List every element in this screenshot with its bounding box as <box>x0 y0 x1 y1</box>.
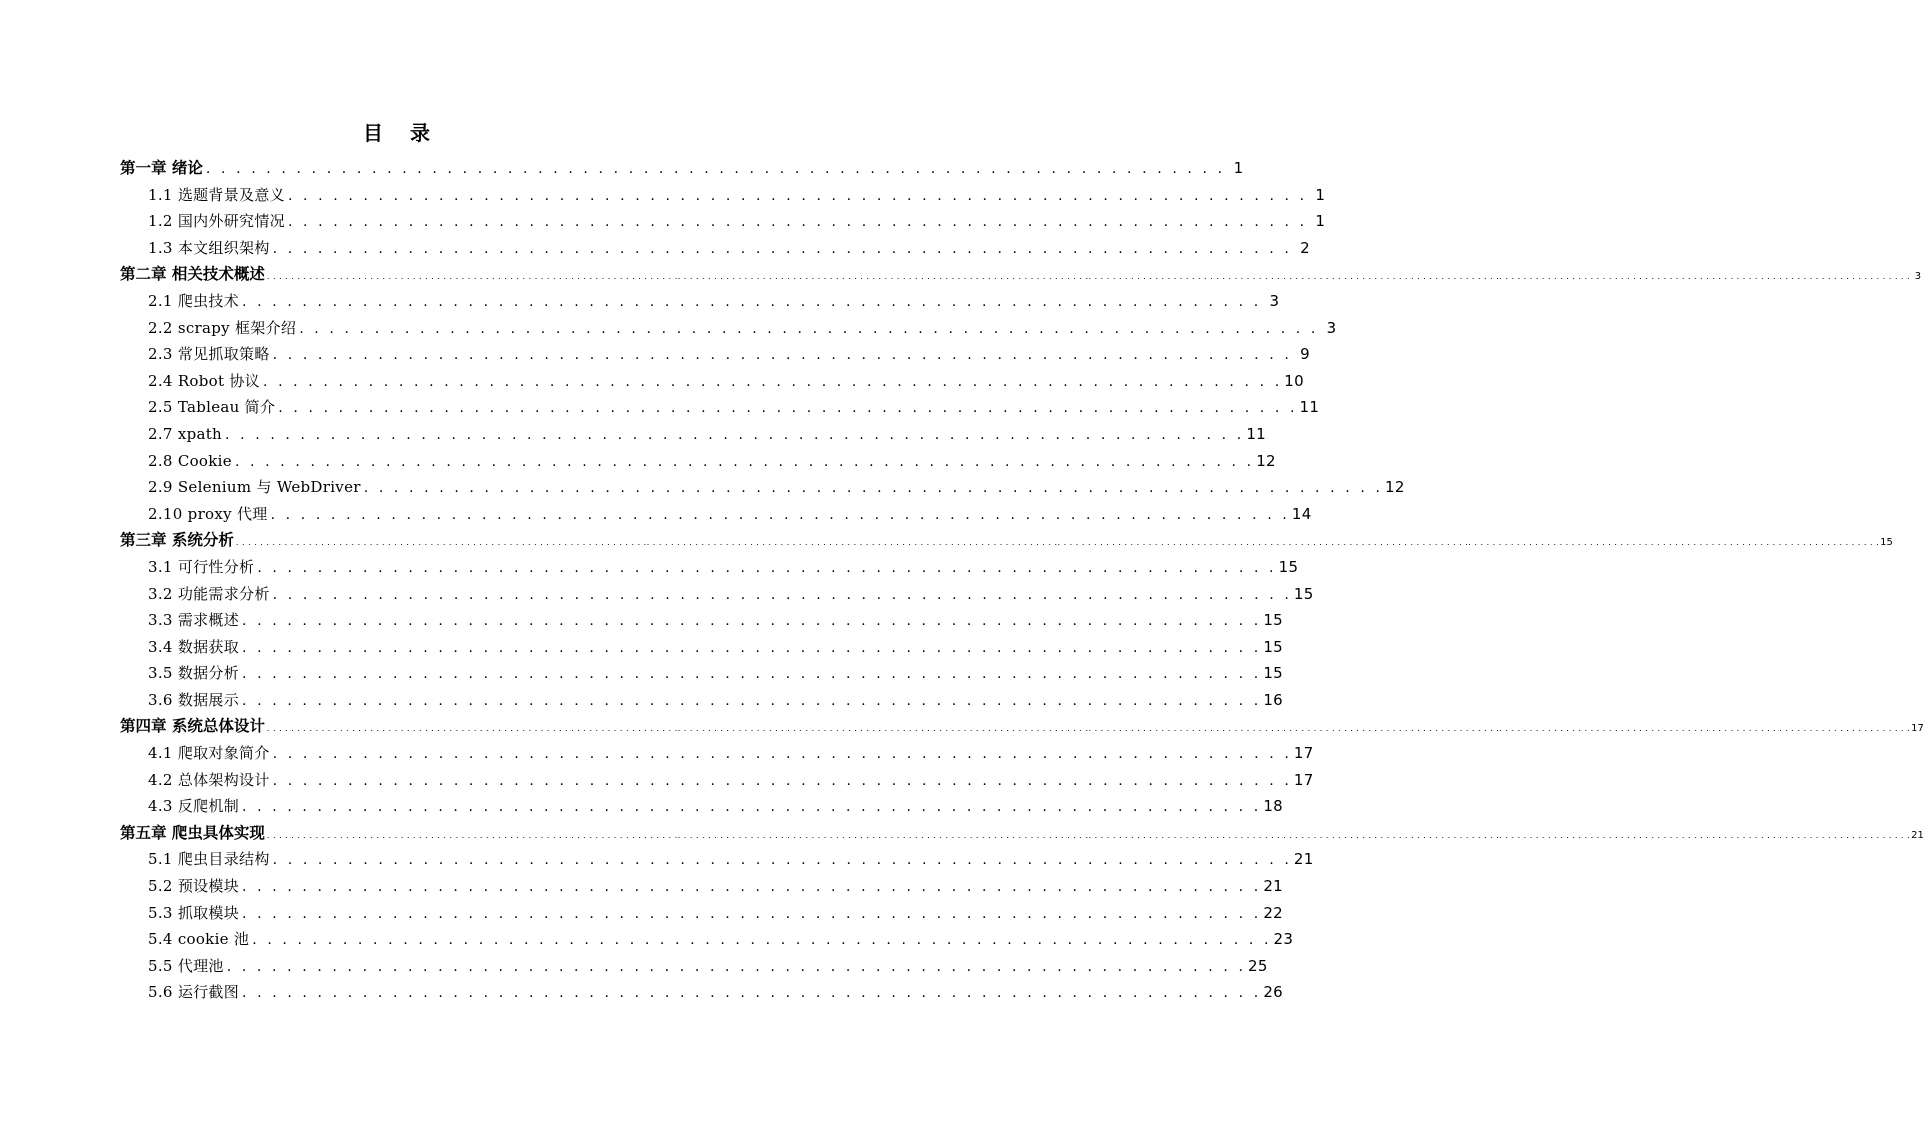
toc-page-number: 22 <box>1263 903 1283 922</box>
toc-entry-label: 3.1 可行性分析 <box>148 557 255 576</box>
toc-page-number: 18 <box>1263 797 1283 816</box>
toc-section-entry[interactable] <box>120 926 1294 953</box>
toc-entry-label: 5.6 运行截图 <box>148 983 240 1002</box>
toc-dot-leader: . . . . . . . . . . . . . . . . . . . . . . . . . . . . . . . . . . . . . . . . . . . . . . . . . . . . . . . . . . . . . . . . . . . . <box>299 320 1319 337</box>
toc-section-entry[interactable] <box>120 448 1276 475</box>
toc-chapter-entry[interactable] <box>120 261 1922 288</box>
toc-entry-label: 5.3 抓取模块 <box>148 903 240 922</box>
toc-dot-leader: . . . . . . . . . . . . . . . . . . . . . . . . . . . . . . . . . . . . . . . . . . . . . . . . . . . . . . . . . . . . . . . . . . . . <box>242 692 1262 709</box>
toc-dot-leader: . . . . . . . . . . . . . . . . . . . . . . . . . . . . . . . . . . . . . . . . . . . . . . . . . . . . . . . . . . . . . . . . . . . .. . . . . . . . . . . . . . . . . . . . . . . . . . . . . . . . . . . . . . . . . . . . . . . . . . . . . . . . . . . . . . . . . . . .. . . . . . . . . . . . . . . . . . . . . . . . . . . . . . . . . . . . . . . . . . . . . . . . . . . . . . . . . . . . . . . . . . . .. . . . . . . . . . . . . . . . . . . . . . . . . . . . . . . . . . . . . . . . . . . . . . . . . . . . . . . . . . . . . . . . . . . . <box>266 724 1911 734</box>
toc-dot-leader: . . . . . . . . . . . . . . . . . . . . . . . . . . . . . . . . . . . . . . . . . . . . . . . . . . . . . . . . . . . . . . . . . . . . <box>272 772 1292 789</box>
toc-dot-leader: . . . . . . . . . . . . . . . . . . . . . . . . . . . . . . . . . . . . . . . . . . . . . . . . . . . . . . . . . . . . . . . . . . . . <box>234 453 1255 470</box>
toc-section-entry[interactable] <box>120 793 1283 820</box>
toc-dot-leader: . . . . . . . . . . . . . . . . . . . . . . . . . . . . . . . . . . . . . . . . . . . . . . . . . . . . . . . . . . . . . . . . . . . . <box>225 426 1245 443</box>
toc-page-number: 2 <box>1300 238 1310 257</box>
toc-dot-leader: . . . . . . . . . . . . . . . . . . . . . . . . . . . . . . . . . . . . . . . . . . . . . . . . . . . . . . . . . . . . . . . . . . . . <box>226 958 1247 975</box>
toc-dot-leader: . . . . . . . . . . . . . . . . . . . . . . . . . . . . . . . . . . . . . . . . . . . . . . . . . . . . . . . . . . . . . . . . . . . . <box>242 985 1262 1002</box>
toc-page-number: 15 <box>1263 611 1283 630</box>
toc-section-entry[interactable] <box>120 315 1337 342</box>
toc-dot-leader: . . . . . . . . . . . . . . . . . . . . . . . . . . . . . . . . . . . . . . . . . . . . . . . . . . . . . . . . . . . . . . . . . . . . <box>272 240 1292 257</box>
toc-entry-label: 5.2 预设模块 <box>148 877 240 896</box>
toc-page-number: 15 <box>1880 537 1893 549</box>
toc-section-entry[interactable] <box>120 474 1405 501</box>
toc-section-entry[interactable] <box>120 501 1312 528</box>
toc-dot-leader: . . . . . . . . . . . . . . . . . . . . . . . . . . . . . . . . . . . . . . . . . . . . . . . . . . . . . . . . . . . . . . . . . . . . <box>270 506 1290 523</box>
toc-section-entry[interactable] <box>120 288 1280 315</box>
toc-page-number: 16 <box>1263 690 1283 709</box>
toc-entry-label: 2.10 proxy 代理 <box>148 504 268 523</box>
toc-entry-label: 第五章 爬虫具体实现 <box>120 823 265 842</box>
toc-dot-leader: . . . . . . . . . . . . . . . . . . . . . . . . . . . . . . . . . . . . . . . . . . . . . . . . . . . . . . . . . . . . . . . . . . . . <box>257 559 1277 576</box>
toc-dot-leader: . . . . . . . . . . . . . . . . . . . . . . . . . . . . . . . . . . . . . . . . . . . . . . . . . . . . . . . . . . . . . . . . . . . . <box>205 161 1226 177</box>
toc-page-number: 23 <box>1273 930 1294 949</box>
toc-section-entry[interactable] <box>120 740 1314 767</box>
toc-page-number: 1 <box>1233 159 1244 177</box>
toc-page-number: 25 <box>1248 956 1268 975</box>
toc-chapter-entry[interactable] <box>120 713 1924 740</box>
toc-entry-label: 第一章 绪论 <box>120 159 203 177</box>
toc-entry-label: 第三章 系统分析 <box>120 531 234 550</box>
toc-section-entry[interactable] <box>120 341 1310 368</box>
toc-dot-leader: . . . . . . . . . . . . . . . . . . . . . . . . . . . . . . . . . . . . . . . . . . . . . . . . . . . . . . . . . . . . . . . . . . . . <box>272 746 1292 763</box>
toc-dot-leader: . . . . . . . . . . . . . . . . . . . . . . . . . . . . . . . . . . . . . . . . . . . . . . . . . . . . . . . . . . . . . . . . . . . . <box>242 799 1262 816</box>
toc-dot-leader: . . . . . . . . . . . . . . . . . . . . . . . . . . . . . . . . . . . . . . . . . . . . . . . . . . . . . . . . . . . . . . . . . . . . <box>242 293 1262 310</box>
toc-entry-label: 5.5 代理池 <box>148 956 224 975</box>
toc-dot-leader: . . . . . . . . . . . . . . . . . . . . . . . . . . . . . . . . . . . . . . . . . . . . . . . . . . . . . . . . . . . . . . . . . . . . <box>242 879 1262 896</box>
toc-chapter-entry[interactable] <box>120 527 1893 554</box>
toc-entry-label: 第二章 相关技术概述 <box>120 265 265 284</box>
toc-section-entry[interactable] <box>120 873 1283 900</box>
toc-entry-label: 2.9 Selenium 与 WebDriver <box>148 478 361 497</box>
toc-dot-leader: . . . . . . . . . . . . . . . . . . . . . . . . . . . . . . . . . . . . . . . . . . . . . . . . . . . . . . . . . . . . . . . . . . . . <box>242 905 1262 922</box>
toc-dot-leader: . . . . . . . . . . . . . . . . . . . . . . . . . . . . . . . . . . . . . . . . . . . . . . . . . . . . . . . . . . . . . . . . . . . . <box>272 852 1292 869</box>
toc-page-number: 15 <box>1278 557 1299 576</box>
toc-page-number: 10 <box>1284 371 1304 390</box>
toc-section-entry[interactable] <box>120 421 1266 448</box>
toc-entry-label: 5.1 爬虫目录结构 <box>148 850 270 869</box>
toc-entry-label: 3.3 需求概述 <box>148 611 240 630</box>
toc-dot-leader: . . . . . . . . . . . . . . . . . . . . . . . . . . . . . . . . . . . . . . . . . . . . . . . . . . . . . . . . . . . . . . . . . . . . <box>272 347 1292 364</box>
toc-entry-label: 5.4 cookie 池 <box>148 930 250 949</box>
toc-chapter-entry[interactable] <box>120 155 1244 182</box>
toc-dot-leader: . . . . . . . . . . . . . . . . . . . . . . . . . . . . . . . . . . . . . . . . . . . . . . . . . . . . . . . . . . . . . . . . . . . . <box>242 613 1262 630</box>
toc-page-number: 15 <box>1263 664 1283 683</box>
toc-section-entry[interactable] <box>120 979 1283 1006</box>
toc-chapter-entry[interactable] <box>120 820 1924 847</box>
toc-entry-label: 2.2 scrapy 框架介绍 <box>148 318 297 337</box>
toc-entry-label: 2.5 Tableau 简介 <box>148 398 276 417</box>
toc-entry-label: 4.2 总体架构设计 <box>148 770 270 789</box>
toc-page-number: 21 <box>1293 850 1314 869</box>
toc-page-number: 15 <box>1293 584 1314 603</box>
toc-section-entry[interactable] <box>120 634 1283 661</box>
toc-section-entry[interactable] <box>120 900 1283 927</box>
toc-entry-label: 2.7 xpath <box>148 424 223 443</box>
toc-section-entry[interactable] <box>120 394 1320 421</box>
toc-dot-leader: . . . . . . . . . . . . . . . . . . . . . . . . . . . . . . . . . . . . . . . . . . . . . . . . . . . . . . . . . . . . . . . . . . . . <box>242 639 1262 656</box>
toc-entry-label: 1.1 选题背景及意义 <box>148 185 285 204</box>
toc-section-entry[interactable] <box>120 767 1314 794</box>
page-title: 目 录 <box>363 121 440 145</box>
toc-entry-label: 2.8 Cookie <box>148 451 232 470</box>
toc-entry-label: 3.5 数据分析 <box>148 664 240 683</box>
toc-page-number: 17 <box>1293 770 1314 789</box>
toc-section-entry[interactable] <box>120 660 1283 687</box>
toc-dot-leader: . . . . . . . . . . . . . . . . . . . . . . . . . . . . . . . . . . . . . . . . . . . . . . . . . . . . . . . . . . . . . . . . . . . .. . . . . . . . . . . . . . . . . . . . . . . . . . . . . . . . . . . . . . . . . . . . . . . . . . . . . . . . . . . . . . . . . . . .. . . . . . . . . . . . . . . . . . . . . . . . . . . . . . . . . . . . . . . . . . . . . . . . . . . . . . . . . . . . . . . . . . . .. . . . . . . . . . . . . . . . . . . . . . . . . . . . . . . . . . . . . . . . . . . . . . . . . . . . . . . . . . . . . . . . . . . . <box>235 538 1880 548</box>
toc-page-number: 12 <box>1385 478 1405 497</box>
toc-page-number: 3 <box>1269 291 1280 310</box>
toc-section-entry[interactable] <box>120 687 1283 714</box>
toc-dot-leader: . . . . . . . . . . . . . . . . . . . . . . . . . . . . . . . . . . . . . . . . . . . . . . . . . . . . . . . . . . . . . . . . . . . . <box>242 666 1262 683</box>
toc-section-entry[interactable] <box>120 554 1299 581</box>
toc-page-number: 26 <box>1263 983 1283 1002</box>
toc-entry-label: 4.3 反爬机制 <box>148 797 240 816</box>
toc-page-number: 1 <box>1315 185 1326 204</box>
toc-entry-label: 3.6 数据展示 <box>148 690 240 709</box>
toc-page-number: 15 <box>1263 637 1283 656</box>
toc-dot-leader: . . . . . . . . . . . . . . . . . . . . . . . . . . . . . . . . . . . . . . . . . . . . . . . . . . . . . . . . . . . . . . . . . . . . <box>287 187 1308 204</box>
toc-dot-leader: . . . . . . . . . . . . . . . . . . . . . . . . . . . . . . . . . . . . . . . . . . . . . . . . . . . . . . . . . . . . . . . . . . . . <box>252 932 1272 949</box>
toc-dot-leader: . . . . . . . . . . . . . . . . . . . . . . . . . . . . . . . . . . . . . . . . . . . . . . . . . . . . . . . . . . . . . . . . . . . . <box>262 373 1283 390</box>
toc-section-entry[interactable] <box>120 953 1268 980</box>
toc-page-number: 21 <box>1263 877 1283 896</box>
toc-entry-label: 1.2 国内外研究情况 <box>148 212 285 231</box>
toc-section-entry[interactable] <box>120 182 1326 209</box>
toc-page-number: 11 <box>1246 424 1266 443</box>
toc-section-entry[interactable] <box>120 368 1304 395</box>
toc-dot-leader: . . . . . . . . . . . . . . . . . . . . . . . . . . . . . . . . . . . . . . . . . . . . . . . . . . . . . . . . . . . . . . . . . . . . <box>278 400 1298 417</box>
toc-page-number: 17 <box>1293 744 1314 763</box>
toc-entry-label: 4.1 爬取对象简介 <box>148 744 270 763</box>
toc-entry-label: 2.1 爬虫技术 <box>148 291 240 310</box>
toc-entry-label: 第四章 系统总体设计 <box>120 717 265 736</box>
toc-dot-leader: . . . . . . . . . . . . . . . . . . . . . . . . . . . . . . . . . . . . . . . . . . . . . . . . . . . . . . . . . . . . . . . . . . . .. . . . . . . . . . . . . . . . . . . . . . . . . . . . . . . . . . . . . . . . . . . . . . . . . . . . . . . . . . . . . . . . . . . .. . . . . . . . . . . . . . . . . . . . . . . . . . . . . . . . . . . . . . . . . . . . . . . . . . . . . . . . . . . . . . . . . . . .. . . . . . . . . . . . . . . . . . . . . . . . . . . . . . . . . . . . . . . . . . . . . . . . . . . . . . . . . . . . . . . . . . . . <box>266 830 1911 840</box>
toc-section-entry[interactable] <box>120 846 1314 873</box>
toc-page-number: 11 <box>1299 398 1320 417</box>
toc-entry-label: 1.3 本文组织架构 <box>148 238 270 257</box>
toc-page-number: 14 <box>1291 504 1312 523</box>
toc-entry-label: 2.4 Robot 协议 <box>148 371 260 390</box>
toc-page-number: 17 <box>1911 723 1924 735</box>
toc-dot-leader: . . . . . . . . . . . . . . . . . . . . . . . . . . . . . . . . . . . . . . . . . . . . . . . . . . . . . . . . . . . . . . . . . . . . <box>272 586 1292 603</box>
toc-dot-leader: . . . . . . . . . . . . . . . . . . . . . . . . . . . . . . . . . . . . . . . . . . . . . . . . . . . . . . . . . . . . . . . . . . . . <box>363 480 1383 497</box>
toc-section-entry[interactable] <box>120 581 1314 608</box>
toc-section-entry[interactable] <box>120 607 1283 634</box>
toc-section-entry[interactable] <box>120 208 1326 235</box>
toc-page-number: 3 <box>1914 271 1922 283</box>
toc-page-number: 21 <box>1911 829 1924 841</box>
toc-page-number: 1 <box>1315 212 1326 231</box>
toc-page-number: 3 <box>1326 318 1337 337</box>
toc-page-number: 9 <box>1300 345 1310 364</box>
toc-dot-leader: . . . . . . . . . . . . . . . . . . . . . . . . . . . . . . . . . . . . . . . . . . . . . . . . . . . . . . . . . . . . . . . . . . . .. . . . . . . . . . . . . . . . . . . . . . . . . . . . . . . . . . . . . . . . . . . . . . . . . . . . . . . . . . . . . . . . . . . .. . . . . . . . . . . . . . . . . . . . . . . . . . . . . . . . . . . . . . . . . . . . . . . . . . . . . . . . . . . . . . . . . . . .. . . . . . . . . . . . . . . . . . . . . . . . . . . . . . . . . . . . . . . . . . . . . . . . . . . . . . . . . . . . . . . . . . . . <box>266 272 1911 282</box>
toc-entry-label: 3.2 功能需求分析 <box>148 584 270 603</box>
table-of-contents <box>120 155 1924 1006</box>
toc-page-number: 12 <box>1256 451 1276 470</box>
toc-entry-label: 2.3 常见抓取策略 <box>148 345 270 364</box>
toc-entry-label: 3.4 数据获取 <box>148 637 240 656</box>
toc-dot-leader: . . . . . . . . . . . . . . . . . . . . . . . . . . . . . . . . . . . . . . . . . . . . . . . . . . . . . . . . . . . . . . . . . . . . <box>287 214 1308 231</box>
toc-section-entry[interactable] <box>120 235 1310 262</box>
